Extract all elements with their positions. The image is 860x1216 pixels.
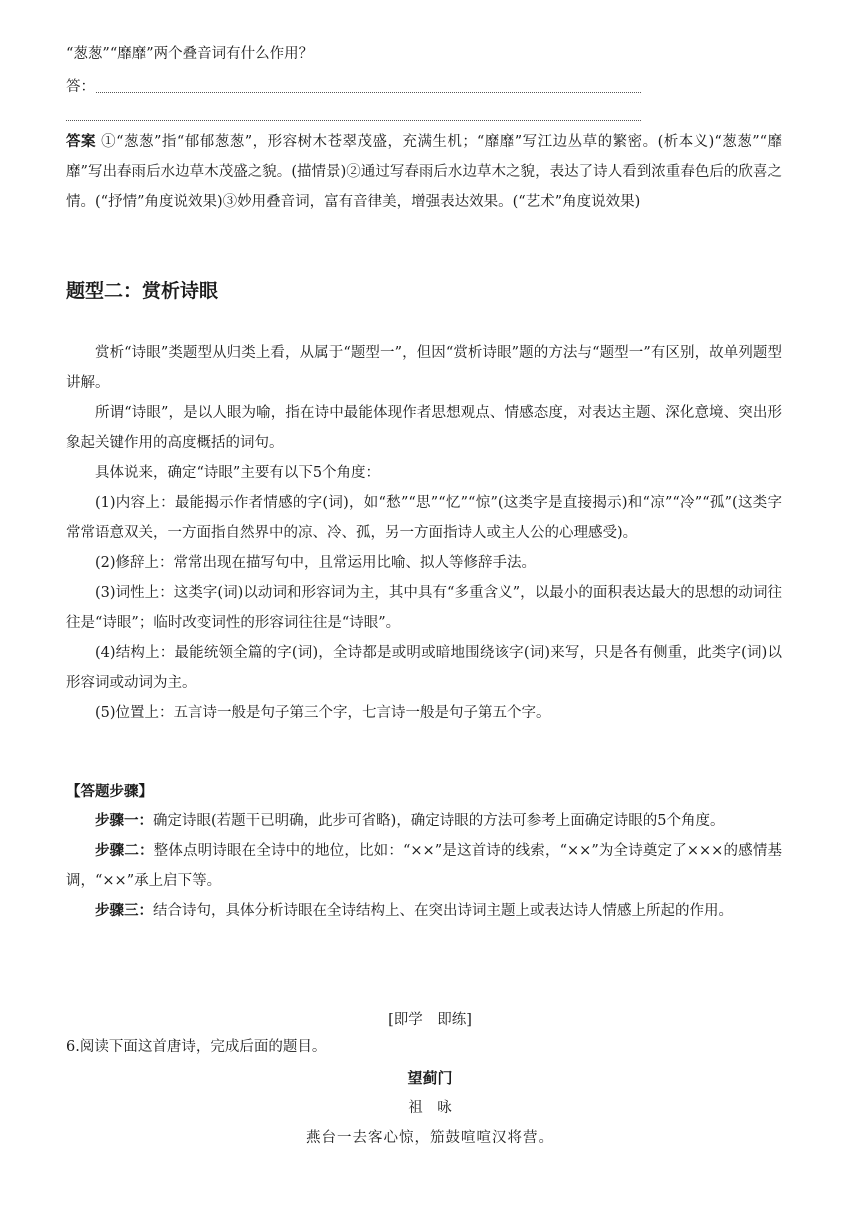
answer-blank-line-1[interactable] — [96, 92, 641, 93]
section-heading: 题型二：赏析诗眼 — [66, 280, 219, 302]
answer-key-label: 答案 — [66, 134, 96, 150]
step-1-label: 步骤一： — [95, 813, 153, 829]
angle-1: (1)内容上：最能揭示作者情感的字(词)，如“愁”“思”“忆”“惊”(这类字是直接揭示)和“凉”“冷”“孤”(这类字常常语意双关，一方面指自然界中的凉、冷、孤，另一方面指诗人或主人公的心理感受)。 — [66, 495, 782, 541]
step-3 — [66, 896, 782, 926]
paragraph-1: 赏析“诗眼”类题型从归类上看，从属于“题型一”，但因“赏析诗眼”题的方法与“题型一”有区别，故单列题型讲解。 — [66, 345, 782, 391]
step-2 — [66, 836, 782, 896]
practice-instruction: 6.阅读下面这首唐诗，完成后面的题目。 — [66, 1039, 327, 1055]
step-3-label: 步骤三： — [95, 903, 153, 919]
paragraph-2: 所谓“诗眼”，是以人眼为喻，指在诗中最能体现作者思想观点、情感态度，对表达主题、深化意境、突出形象起关键作用的高度概括的词句。 — [66, 405, 782, 451]
poem-author: 祖 咏 — [408, 1100, 452, 1116]
poem-line-1: 燕台一去客心惊，笳鼓喧喧汉将营。 — [306, 1130, 554, 1146]
step-1 — [66, 806, 782, 836]
steps-heading: 【答题步骤】 — [66, 784, 153, 800]
answer-block — [66, 127, 782, 217]
step-3-text: 结合诗句，具体分析诗眼在全诗结构上、在突出诗词主题上或表达诗人情感上所起的作用。 — [153, 903, 733, 919]
angle-4: (4)结构上：最能统领全篇的字(词)，全诗都是或明或暗地围绕该字(词)来写，只是各有侧重，此类字(词)以形容词或动词为主。 — [66, 645, 782, 691]
step-2-text: 整体点明诗眼在全诗中的地位，比如：“××”是这首诗的线索，“××”为全诗奠定了×××的感情基调，“××”承上启下等。 — [66, 843, 782, 889]
step-1-text: 确定诗眼(若题干已明确，此步可省略)，确定诗眼的方法可参考上面确定诗眼的5个角度。 — [153, 813, 725, 829]
question-text: “葱葱”“靡靡”两个叠音词有什么作用？ — [66, 46, 314, 62]
answer-label: 答： — [66, 79, 95, 95]
answer-blank-line-2[interactable] — [66, 120, 641, 121]
poem-title: 望蓟门 — [407, 1069, 453, 1087]
angle-2: (2)修辞上：常常出现在描写句中，且常运用比喻、拟人等修辞手法。 — [95, 555, 537, 571]
paragraph-3: 具体说来，确定“诗眼”主要有以下5个角度： — [95, 465, 381, 481]
angle-3: (3)词性上：这类字(词)以动词和形容词为主，其中具有“多重含义”，以最小的面积表达最大的思想的动词往往是“诗眼”；临时改变词性的形容词往往是“诗眼”。 — [66, 585, 782, 631]
angle-5: (5)位置上：五言诗一般是句子第三个字，七言诗一般是句子第五个字。 — [95, 705, 551, 721]
steps-list — [66, 806, 782, 926]
practice-heading: [即学 即练] — [388, 1012, 472, 1028]
step-2-label: 步骤二： — [95, 843, 154, 859]
answer-key-text: ①“葱葱”指“郁郁葱葱”，形容树木苍翠茂盛，充满生机；“靡靡”写江边丛草的繁密。(析本义)“葱葱”“靡靡”写出春雨后水边草木茂盛之貌。(描情景)②通过写春雨后水边草木之貌，表达了诗人看到浓重春色后的欣喜之情。(“抒情”角度说效果)③妙用叠音词，富有音律美，增强表达效果。(“艺术”角度说效果) — [66, 134, 783, 210]
intro-paragraphs — [66, 338, 782, 728]
